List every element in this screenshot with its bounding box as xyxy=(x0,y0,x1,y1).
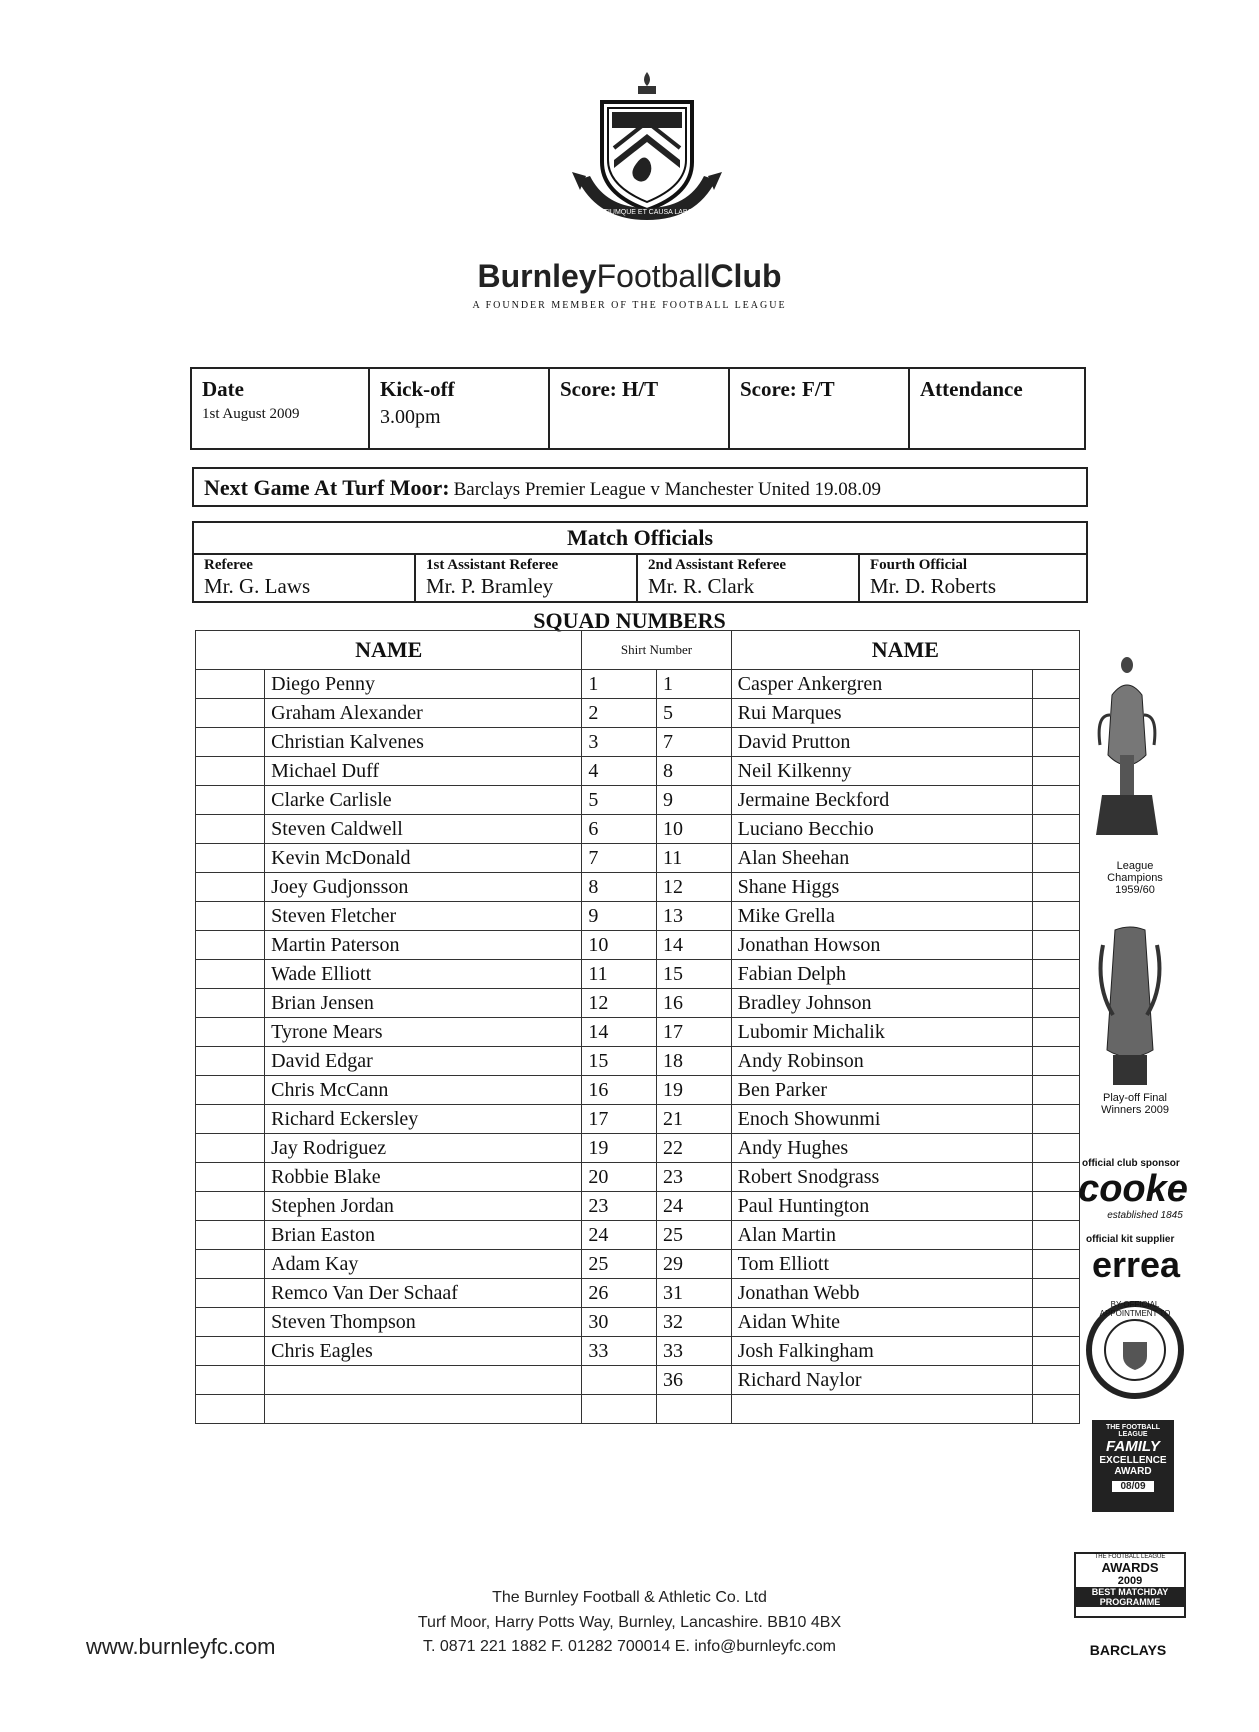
squad-away-name: Andy Robinson xyxy=(731,1047,1032,1076)
squad-away-number: 24 xyxy=(657,1192,732,1221)
squad-away-blank xyxy=(1032,815,1079,844)
squad-home-blank xyxy=(196,1395,265,1424)
squad-home-number: 10 xyxy=(582,931,657,960)
squad-row xyxy=(196,670,1080,699)
squad-row xyxy=(196,786,1080,815)
squad-away-name: Enoch Showunmi xyxy=(731,1105,1032,1134)
squad-home-blank xyxy=(196,1105,265,1134)
squad-row xyxy=(196,844,1080,873)
squad-away-number: 16 xyxy=(657,989,732,1018)
squad-home-blank xyxy=(196,1308,265,1337)
squad-away-name: Alan Martin xyxy=(731,1221,1032,1250)
squad-away-name: Alan Sheehan xyxy=(731,844,1032,873)
official-name: Mr. D. Roberts xyxy=(870,574,996,598)
squad-row xyxy=(196,1163,1080,1192)
squad-home-number: 30 xyxy=(582,1308,657,1337)
squad-away-number: 14 xyxy=(657,931,732,960)
squad-away-number: 15 xyxy=(657,960,732,989)
squad-row xyxy=(196,1250,1080,1279)
squad-away-number: 13 xyxy=(657,902,732,931)
squad-away-name: Tom Elliott xyxy=(731,1250,1032,1279)
squad-home-name: Diego Penny xyxy=(265,670,582,699)
squad-away-blank xyxy=(1032,1395,1079,1424)
squad-row xyxy=(196,1279,1080,1308)
squad-away-blank xyxy=(1032,1076,1079,1105)
squad-row xyxy=(196,1308,1080,1337)
squad-away-name: Lubomir Michalik xyxy=(731,1018,1032,1047)
squad-home-number: 17 xyxy=(582,1105,657,1134)
squad-home-name: Steven Fletcher xyxy=(265,902,582,931)
squad-home-name: Michael Duff xyxy=(265,757,582,786)
squad-away-number: 22 xyxy=(657,1134,732,1163)
squad-away-name xyxy=(731,1395,1032,1424)
squad-home-name: Christian Kalvenes xyxy=(265,728,582,757)
squad-away-number: 36 xyxy=(657,1366,732,1395)
squad-home-blank xyxy=(196,989,265,1018)
squad-row xyxy=(196,1221,1080,1250)
squad-home-blank xyxy=(196,699,265,728)
squad-away-name: Neil Kilkenny xyxy=(731,757,1032,786)
squad-home-number: 11 xyxy=(582,960,657,989)
squad-home-name: David Edgar xyxy=(265,1047,582,1076)
squad-row xyxy=(196,757,1080,786)
squad-away-blank xyxy=(1032,1018,1079,1047)
squad-away-name: Shane Higgs xyxy=(731,873,1032,902)
squad-home-blank xyxy=(196,1076,265,1105)
squad-home-number: 16 xyxy=(582,1076,657,1105)
shirt-number-header: Shirt Number xyxy=(582,631,731,670)
squad-away-blank xyxy=(1032,931,1079,960)
squad-away-number: 5 xyxy=(657,699,732,728)
home-name-header: NAME xyxy=(196,631,582,670)
squad-home-number: 4 xyxy=(582,757,657,786)
squad-row xyxy=(196,1337,1080,1366)
squad-away-name: Casper Ankergren xyxy=(731,670,1032,699)
squad-away-blank xyxy=(1032,960,1079,989)
squad-away-name: Mike Grella xyxy=(731,902,1032,931)
official-name: Mr. R. Clark xyxy=(648,574,755,598)
squad-away-name: Ben Parker xyxy=(731,1076,1032,1105)
playoff-trophy-icon xyxy=(1095,925,1165,1090)
official-role: Referee xyxy=(204,557,253,573)
squad-home-number: 33 xyxy=(582,1337,657,1366)
squad-row xyxy=(196,1192,1080,1221)
squad-home-number: 8 xyxy=(582,873,657,902)
squad-home-name: Stephen Jordan xyxy=(265,1192,582,1221)
squad-home-blank xyxy=(196,844,265,873)
squad-home-number: 23 xyxy=(582,1192,657,1221)
squad-home-name: Joey Gudjonsson xyxy=(265,873,582,902)
squad-home-name: Graham Alexander xyxy=(265,699,582,728)
squad-home-number: 24 xyxy=(582,1221,657,1250)
squad-title: SQUAD NUMBERS xyxy=(533,608,726,633)
squad-home-blank xyxy=(196,1221,265,1250)
squad-away-blank xyxy=(1032,728,1079,757)
squad-home-number: 15 xyxy=(582,1047,657,1076)
squad-home-blank xyxy=(196,1018,265,1047)
squad-row xyxy=(196,902,1080,931)
squad-home-number: 19 xyxy=(582,1134,657,1163)
squad-away-name: David Prutton xyxy=(731,728,1032,757)
squad-home-name: Tyrone Mears xyxy=(265,1018,582,1047)
squad-home-blank xyxy=(196,1279,265,1308)
squad-away-number: 33 xyxy=(657,1337,732,1366)
squad-home-name: Steven Thompson xyxy=(265,1308,582,1337)
squad-away-blank xyxy=(1032,699,1079,728)
league-champions-caption: League Champions 1959/60 xyxy=(1107,860,1163,896)
squad-home-number: 3 xyxy=(582,728,657,757)
squad-away-name: Andy Hughes xyxy=(731,1134,1032,1163)
squad-away-blank xyxy=(1032,757,1079,786)
official-name: Mr. P. Bramley xyxy=(426,574,554,598)
squad-home-name xyxy=(265,1395,582,1424)
squad-row xyxy=(196,1105,1080,1134)
squad-home-name: Jay Rodriguez xyxy=(265,1134,582,1163)
official-name: Mr. G. Laws xyxy=(204,574,311,598)
squad-home-blank xyxy=(196,786,265,815)
officials-title: Match Officials xyxy=(194,523,1086,555)
squad-away-name: Jermaine Beckford xyxy=(731,786,1032,815)
away-name-header: NAME xyxy=(731,631,1079,670)
squad-away-blank xyxy=(1032,989,1079,1018)
squad-away-blank xyxy=(1032,873,1079,902)
match-info-box xyxy=(190,367,1086,450)
squad-home-blank xyxy=(196,931,265,960)
squad-away-number: 23 xyxy=(657,1163,732,1192)
squad-home-name: Chris Eagles xyxy=(265,1337,582,1366)
barclays-logo: BARCLAYS xyxy=(1089,1642,1167,1655)
squad-away-number: 25 xyxy=(657,1221,732,1250)
squad-away-name: Josh Falkingham xyxy=(731,1337,1032,1366)
footer-company: The Burnley Football & Athletic Co. Ltd xyxy=(492,1589,767,1606)
squad-home-name: Robbie Blake xyxy=(265,1163,582,1192)
squad-home-blank xyxy=(196,1337,265,1366)
footer-contact: T. 0871 221 1882 F. 01282 700014 E. info@burnleyfc.com xyxy=(423,1638,836,1655)
playoff-winners-caption: Play-off Final Winners 2009 xyxy=(1101,1092,1169,1116)
awards-badge: THE FOOTBALL LEAGUE AWARDS 2009 BEST MATCHDAY PROGRAMME xyxy=(1074,1552,1186,1618)
official-cell xyxy=(416,553,638,601)
official-cell xyxy=(638,553,860,601)
squad-away-name: Rui Marques xyxy=(731,699,1032,728)
squad-home-blank xyxy=(196,757,265,786)
svg-text:PRETIUMQUE ET CAUSA LABORIS: PRETIUMQUE ET CAUSA LABORIS xyxy=(589,209,705,216)
squad-row xyxy=(196,1076,1080,1105)
ht-score-cell: Score: H/T xyxy=(550,369,730,448)
footer-website: www.burnleyfc.com xyxy=(86,1634,276,1659)
squad-away-number: 18 xyxy=(657,1047,732,1076)
squad-row xyxy=(196,960,1080,989)
squad-away-number: 31 xyxy=(657,1279,732,1308)
squad-row xyxy=(196,1395,1080,1424)
squad-away-name: Paul Huntington xyxy=(731,1192,1032,1221)
squad-away-blank xyxy=(1032,786,1079,815)
squad-home-number: 5 xyxy=(582,786,657,815)
squad-row xyxy=(196,1047,1080,1076)
squad-home-blank xyxy=(196,1163,265,1192)
kickoff-cell: Kick-off 3.00pm xyxy=(370,369,550,448)
squad-home-number: 1 xyxy=(582,670,657,699)
squad-home-name: Kevin McDonald xyxy=(265,844,582,873)
squad-away-name: Jonathan Howson xyxy=(731,931,1032,960)
squad-home-name: Remco Van Der Schaaf xyxy=(265,1279,582,1308)
squad-home-number: 25 xyxy=(582,1250,657,1279)
official-role: 1st Assistant Referee xyxy=(426,557,559,573)
club-crest-icon xyxy=(572,68,722,233)
squad-row xyxy=(196,728,1080,757)
squad-home-name: Clarke Carlisle xyxy=(265,786,582,815)
kit-supplier-label: official kit supplier xyxy=(1086,1234,1175,1245)
squad-home-number: 26 xyxy=(582,1279,657,1308)
squad-home-blank xyxy=(196,1250,265,1279)
official-role: Fourth Official xyxy=(870,557,968,573)
squad-home-blank xyxy=(196,1047,265,1076)
squad-home-name: Martin Paterson xyxy=(265,931,582,960)
squad-away-name: Richard Naylor xyxy=(731,1366,1032,1395)
squad-away-number: 10 xyxy=(657,815,732,844)
match-officials-box xyxy=(192,521,1088,603)
squad-home-name: Chris McCann xyxy=(265,1076,582,1105)
official-role: 2nd Assistant Referee xyxy=(648,557,787,573)
squad-away-blank xyxy=(1032,1134,1079,1163)
squad-away-number: 19 xyxy=(657,1076,732,1105)
squad-away-number: 21 xyxy=(657,1105,732,1134)
squad-home-blank xyxy=(196,960,265,989)
squad-away-name: Aidan White xyxy=(731,1308,1032,1337)
squad-away-blank xyxy=(1032,1366,1079,1395)
squad-away-blank xyxy=(1032,1308,1079,1337)
squad-home-number: 6 xyxy=(582,815,657,844)
squad-home-name xyxy=(265,1366,582,1395)
squad-away-blank xyxy=(1032,1105,1079,1134)
squad-home-blank xyxy=(196,873,265,902)
squad-home-name: Wade Elliott xyxy=(265,960,582,989)
squad-row xyxy=(196,1366,1080,1395)
squad-away-number: 11 xyxy=(657,844,732,873)
squad-away-number: 29 xyxy=(657,1250,732,1279)
squad-away-name: Jonathan Webb xyxy=(731,1279,1032,1308)
squad-home-blank xyxy=(196,670,265,699)
squad-home-name: Richard Eckersley xyxy=(265,1105,582,1134)
sponsor-label: official club sponsor xyxy=(1082,1158,1180,1169)
club-tagline: A FOUNDER MEMBER OF THE FOOTBALL LEAGUE xyxy=(472,300,787,311)
squad-away-name: Fabian Delph xyxy=(731,960,1032,989)
squad-home-number: 12 xyxy=(582,989,657,1018)
sponsor-established: established 1845 xyxy=(1107,1210,1183,1221)
family-award-badge: THE FOOTBALL LEAGUE FAMILY EXCELLENCE AWARD 08/09 xyxy=(1092,1420,1174,1512)
squad-home-name: Steven Caldwell xyxy=(265,815,582,844)
squad-row xyxy=(196,699,1080,728)
squad-away-name: Luciano Becchio xyxy=(731,815,1032,844)
squad-home-number: 9 xyxy=(582,902,657,931)
squad-away-number xyxy=(657,1395,732,1424)
squad-home-number: 20 xyxy=(582,1163,657,1192)
squad-row xyxy=(196,931,1080,960)
squad-home-blank xyxy=(196,1192,265,1221)
squad-row xyxy=(196,1018,1080,1047)
ft-score-cell: Score: F/T xyxy=(730,369,910,448)
squad-row xyxy=(196,873,1080,902)
date-cell: Date 1st August 2009 xyxy=(192,369,370,448)
squad-home-name: Brian Easton xyxy=(265,1221,582,1250)
squad-away-name: Robert Snodgrass xyxy=(731,1163,1032,1192)
official-cell xyxy=(860,553,1086,601)
squad-home-blank xyxy=(196,728,265,757)
squad-home-blank xyxy=(196,1366,265,1395)
squad-home-name: Brian Jensen xyxy=(265,989,582,1018)
squad-home-number: 2 xyxy=(582,699,657,728)
squad-table xyxy=(195,630,1080,1424)
squad-away-number: 9 xyxy=(657,786,732,815)
squad-away-blank xyxy=(1032,1047,1079,1076)
attendance-cell: Attendance xyxy=(920,377,1023,401)
kit-supplier-logo: errea xyxy=(1091,1244,1181,1285)
squad-away-blank xyxy=(1032,1337,1079,1366)
squad-away-number: 12 xyxy=(657,873,732,902)
squad-home-blank xyxy=(196,815,265,844)
squad-home-blank xyxy=(196,1134,265,1163)
squad-away-blank xyxy=(1032,670,1079,699)
squad-row xyxy=(196,815,1080,844)
squad-away-blank xyxy=(1032,902,1079,931)
squad-away-number: 17 xyxy=(657,1018,732,1047)
squad-home-name: Adam Kay xyxy=(265,1250,582,1279)
squad-row xyxy=(196,1134,1080,1163)
official-cell xyxy=(194,553,416,601)
squad-away-blank xyxy=(1032,844,1079,873)
squad-home-number: 14 xyxy=(582,1018,657,1047)
club-brand: BurnleyFootballClub xyxy=(477,258,782,294)
squad-home-number: 7 xyxy=(582,844,657,873)
squad-home-number xyxy=(582,1395,657,1424)
squad-away-number: 7 xyxy=(657,728,732,757)
league-trophy-icon xyxy=(1092,655,1162,845)
squad-away-number: 32 xyxy=(657,1308,732,1337)
footer-address: Turf Moor, Harry Potts Way, Burnley, Lancashire. BB10 4BX xyxy=(417,1614,842,1631)
official-appointment-text: BY OFFICIAL APPOINTMENT TO xyxy=(1099,1300,1171,1318)
next-game-box: Next Game At Turf Moor: Barclays Premier League v Manchester United 19.08.09 xyxy=(192,467,1088,507)
squad-away-number: 1 xyxy=(657,670,732,699)
squad-away-number: 8 xyxy=(657,757,732,786)
sponsor-logo: cooke xyxy=(1078,1168,1188,1210)
squad-away-name: Bradley Johnson xyxy=(731,989,1032,1018)
squad-home-blank xyxy=(196,902,265,931)
squad-home-number xyxy=(582,1366,657,1395)
squad-row xyxy=(196,989,1080,1018)
